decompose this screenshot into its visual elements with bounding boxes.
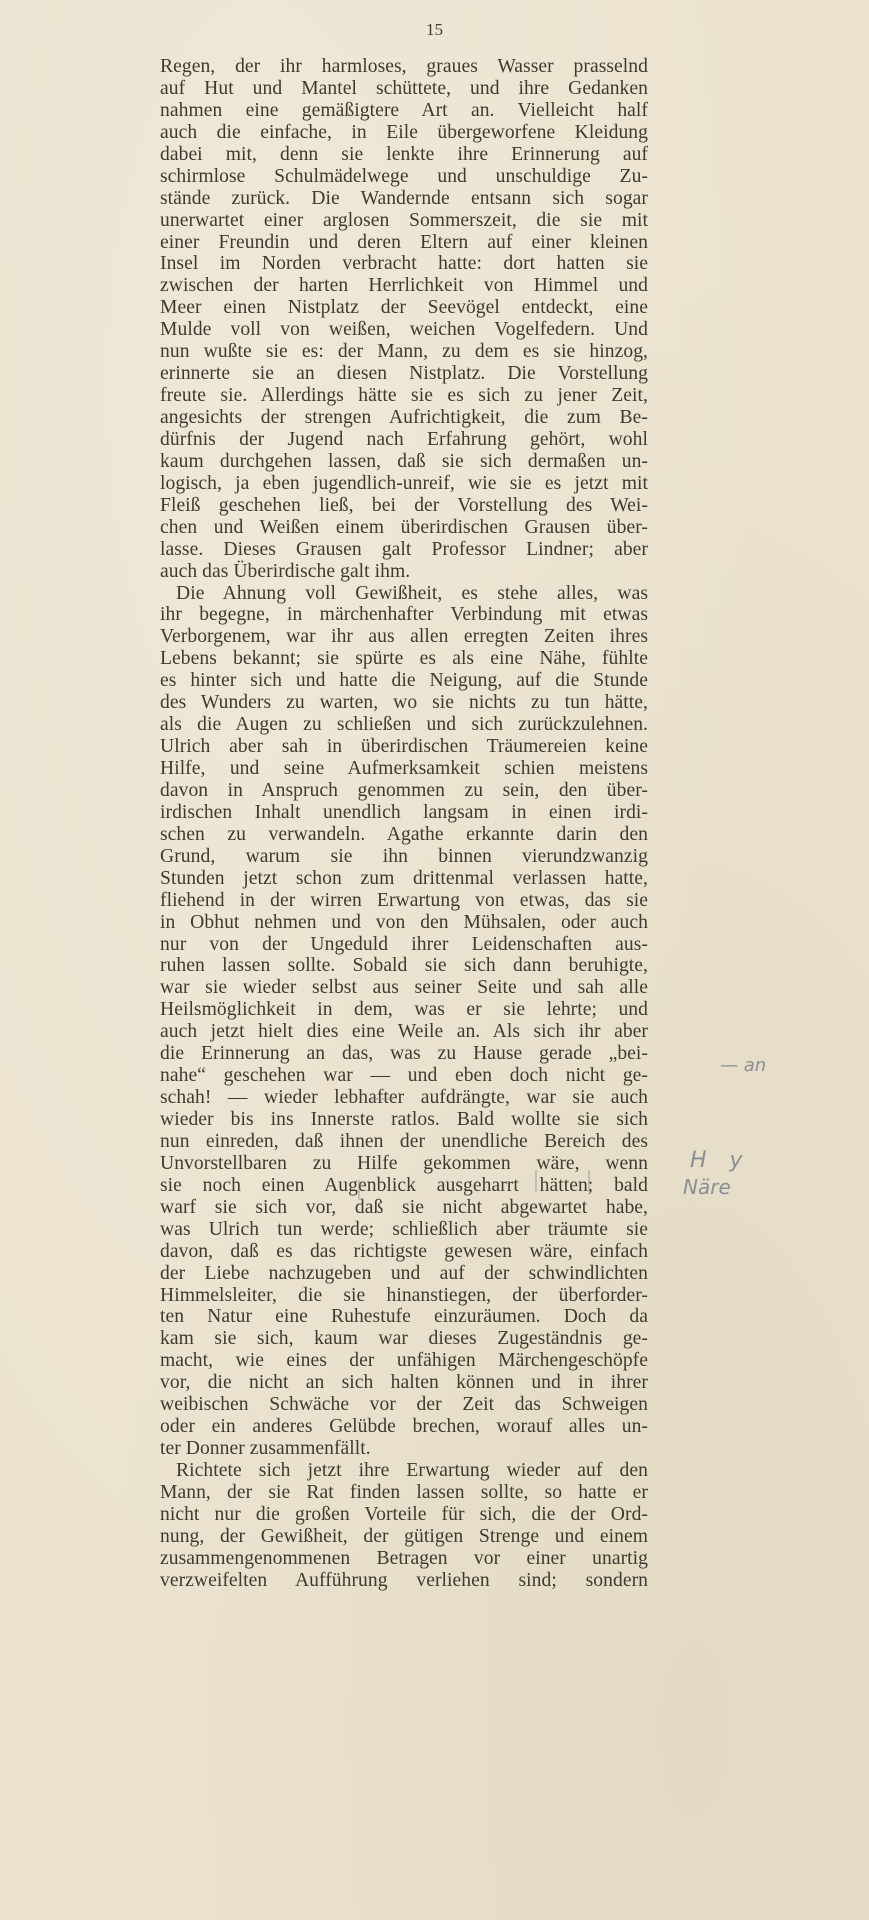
pencil-strike-mark [371, 1098, 393, 1100]
text-line: war sie wieder selbst aus seiner Seite und sah alle [160, 977, 648, 999]
margin-annotation-correction: — an [720, 1055, 767, 1076]
page-number: 15 [426, 20, 443, 39]
text-line: oder ein anderes Gelübde brechen, worauf alles un- [160, 1416, 648, 1438]
text-line: nicht nur die großen Vorteile für sich, die der Ord- [160, 1503, 648, 1525]
text-line: dabei mit, denn sie lenkte ihre Erinnerung auf [160, 143, 648, 165]
text-line: ihr begegne, in märchenhafter Verbindung mit etwas [160, 604, 648, 626]
text-line: vor, die nicht an sich halten können und in ihrer [160, 1372, 648, 1394]
text-line: dürfnis der Jugend nach Erfahrung gehört, wohl [160, 428, 648, 450]
text-line: ten Natur eine Ruhestufe einzuräumen. Doch da [160, 1306, 648, 1328]
text-line: auch das Überirdische galt ihm. [160, 560, 411, 582]
text-line: fliehend in der wirren Erwartung von etwas, das sie [160, 889, 648, 911]
text-line: kam sie sich, kaum war dieses Zugeständnis ge- [160, 1328, 648, 1350]
text-line: Mulde voll von weißen, weichen Vogelfedern. Und [160, 319, 648, 341]
text-line: chen und Weißen einem überirdischen Grausen über- [160, 516, 648, 538]
text-line: davon, daß es das richtigste gewesen wäre, einfach [160, 1240, 648, 1262]
text-line: unerwartet einer arglosen Sommerszeit, die sie mit [160, 209, 648, 231]
text-line: nur von der Ungeduld ihrer Leidenschaften aus- [160, 933, 648, 955]
text-line: nahmen eine gemäßigtere Art an. Vielleicht half [160, 99, 648, 121]
text-line: zwischen der harten Herrlichkeit von Himmel und [160, 275, 648, 297]
text-line: auch jetzt hielt dies eine Weile an. Als sich ihr aber [160, 1021, 648, 1043]
text-line: Verborgenem, war ihr aus allen erregten Zeiten ihres [160, 626, 648, 648]
text-line: Richtete sich jetzt ihre Erwartung wieder auf den [176, 1460, 648, 1481]
text-line: Heilsmöglichkeit in dem, was er sie lehrte; und [160, 999, 648, 1021]
text-line: Die Ahnung voll Gewißheit, es stehe alles, was [176, 582, 648, 604]
text-line: davon in Anspruch genommen zu sein, den über- [160, 779, 648, 801]
text-line: lasse. Dieses Grausen galt Professor Lindner; aber [160, 538, 648, 560]
pencil-insert-mark [535, 1170, 537, 1192]
text-line: Insel im Norden verbracht hatte: dort hatten sie [160, 253, 648, 275]
text-line: nung, der Gewißheit, der gütigen Strenge und einem [160, 1525, 648, 1547]
text-line: des Wunders zu warten, wo sie nichts zu tun hätte, [160, 692, 648, 714]
margin-annotation-word: Näre [683, 1175, 731, 1199]
text-line: die Erinnerung an das, was zu Hause gerade „bei- [160, 1043, 648, 1065]
text-line: Ulrich aber sah in überirdischen Träumereien keine [160, 736, 648, 758]
text-line: Himmelsleiter, die sie hinanstiegen, der überforder- [160, 1284, 648, 1306]
text-line: auf Hut und Mantel schüttete, und ihre Gedanken [160, 77, 648, 99]
text-line: Stunden jetzt schon zum drittenmal verlassen hatte, [160, 867, 648, 889]
text-line: Unvorstellbaren zu Hilfe gekommen wäre, wenn [160, 1152, 648, 1174]
text-line: nahe“ geschehen war — und eben doch nicht ge- [160, 1065, 648, 1087]
text-line: Fleiß geschehen ließ, bei der Vorstellung des Wei- [160, 494, 648, 516]
text-line: warf sie sich vor, daß sie nicht abgewartet habe, [160, 1196, 648, 1218]
text-line: zusammengenommenen Betragen vor einer unartig [160, 1547, 648, 1569]
text-line: schah! — wieder lebhafter aufdrängte, war sie auch [160, 1087, 648, 1109]
text-line: was Ulrich tun werde; schließlich aber träumte sie [160, 1218, 648, 1240]
text-line: irdischen Inhalt unendlich langsam in einen irdi- [160, 801, 648, 823]
text-line: in Obhut nehmen und von den Mühsalen, oder auch [160, 911, 648, 933]
body-text [160, 56, 648, 1592]
text-line: auch die einfache, in Eile übergeworfene Kleidung [160, 121, 648, 143]
text-line: Mann, der sie Rat finden lassen sollte, so hatte er [160, 1481, 648, 1503]
text-line: sie noch einen Augenblick ausgeharrt hätten; bald [160, 1174, 648, 1196]
text-line: schirmlose Schulmädelwege und unschuldige Zu- [160, 165, 648, 187]
text-line: verzweifelten Aufführung verliehen sind; sondern [160, 1569, 648, 1591]
text-line: Hilfe, und seine Aufmerksamkeit schien meistens [160, 758, 648, 779]
text-line: weibischen Schwäche vor der Zeit das Schweigen [160, 1394, 648, 1416]
text-line: schen zu verwandeln. Agathe erkannte darin den [160, 823, 648, 845]
text-line: erinnerte sie an diesen Nistplatz. Die Vorstellung [160, 363, 648, 385]
text-line: nun wußte sie es: der Mann, zu dem es sie hinzog, [160, 341, 648, 363]
text-line: macht, wie eines der unfähigen Märchengeschöpfe [160, 1350, 648, 1372]
text-line: Grund, warum sie ihn binnen vierundzwanzig [160, 845, 648, 867]
text-line: wieder bis ins Innerste ratlos. Bald wollte sie sich [160, 1109, 648, 1130]
text-line: ter Donner zusammenfällt. [160, 1438, 371, 1460]
text-line: stände zurück. Die Wandernde entsann sich sogar [160, 187, 648, 209]
pencil-insert-mark [358, 1180, 360, 1200]
text-line: Meer einen Nistplatz der Seevögel entdeckt, eine [160, 297, 648, 319]
text-line: angesichts der strengen Aufrichtigkeit, die zum Be- [160, 407, 648, 428]
text-line: freute sie. Allerdings hätte sie es sich zu jener Zeit, [160, 385, 648, 407]
text-line: es hinter sich und hatte die Neigung, auf die Stunde [160, 670, 648, 692]
text-line: als die Augen zu schließen und sich zurückzulehnen. [160, 714, 648, 736]
margin-annotation-initials: H y [690, 1148, 751, 1173]
text-line: kaum durchgehen lassen, daß sie sich dermaßen un- [160, 450, 648, 472]
text-line: einer Freundin und deren Eltern auf einer kleinen [160, 231, 648, 253]
text-line: der Liebe nachzugeben und auf der schwindlichten [160, 1262, 648, 1284]
text-line: Regen, der ihr harmloses, graues Wasser prasselnd [160, 56, 648, 77]
text-line: ruhen lassen sollte. Sobald sie sich dann beruhigte, [160, 955, 648, 977]
text-line: Lebens bekannt; sie spürte es als eine Nähe, fühlte [160, 648, 648, 670]
text-line: nun einreden, daß ihnen der unendliche Bereich des [160, 1130, 648, 1152]
pencil-insert-mark [588, 1170, 590, 1192]
text-line: logisch, ja eben jugendlich-unreif, wie sie es jetzt mit [160, 472, 648, 494]
